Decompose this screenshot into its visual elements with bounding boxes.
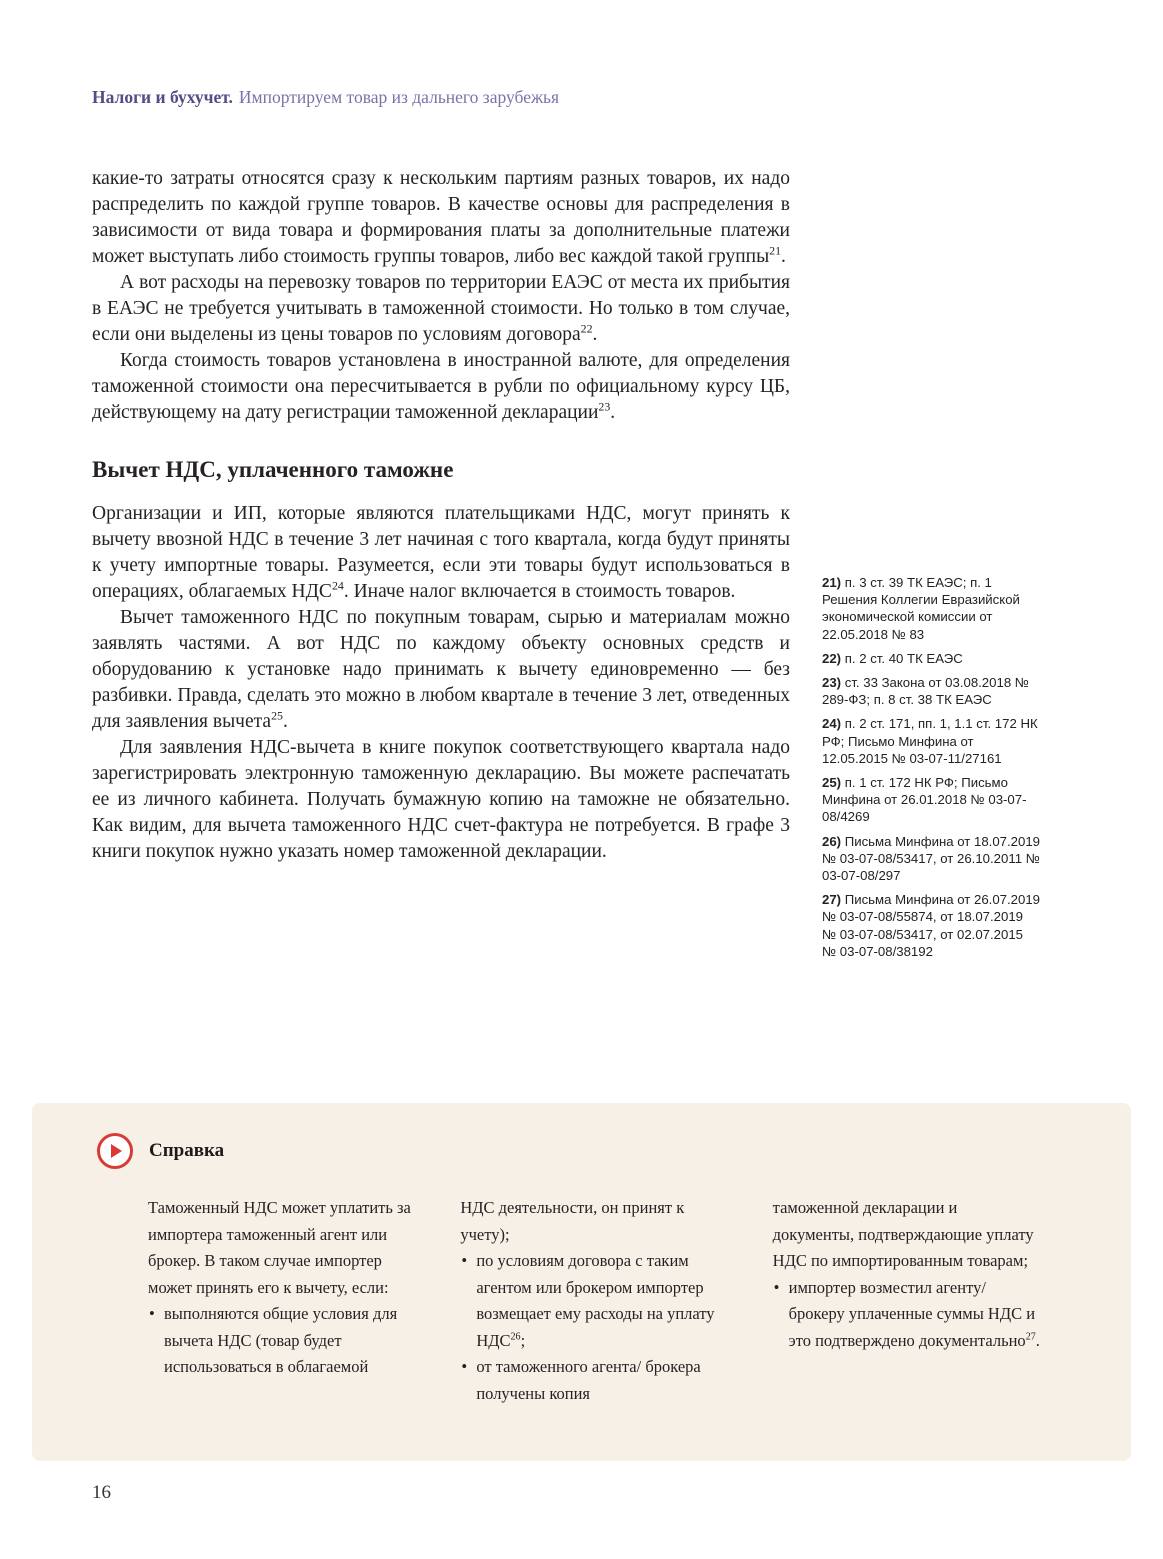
play-icon	[97, 1133, 133, 1169]
article-text-column	[92, 166, 790, 967]
article-topic: Импортируем товар из дальнего зарубежья	[238, 87, 560, 107]
footnote-text: п. 2 ст. 171, пп. 1, 1.1 ст. 172 НК РФ; Письмо Минфина от 12.05.2015 № 03-07-11/27161	[822, 716, 1038, 766]
footnote-number: 26)	[822, 833, 842, 849]
reference-paragraph: НДС деятельности, он принят к учету);	[460, 1198, 685, 1244]
footnote-number: 23)	[822, 675, 842, 691]
page-content	[92, 166, 1040, 967]
reference-bullet-item: • от таможенного агента/ брокера получены копия	[460, 1354, 728, 1407]
magazine-section-title: Налоги и бухучет.	[92, 87, 233, 107]
footnote-number: 24)	[822, 716, 842, 732]
footnote-text: Письма Минфина от 18.07.2019 № 03-07-08/53417, от 26.10.2011 № 03-07-08/297	[822, 833, 1040, 884]
body-paragraph: Вычет таможенного НДС по покупным товарам, сырью и материалам можно заявлять частями. А вот НДС по каждому объекту основных средств и оборудованию к установке надо принимать к вычету единовременно — без разбивки. Правда, сделать это можно в любом квартале в течение 3 лет, отведенных для заявления вычета$^{25}$.	[92, 607, 790, 732]
footnote-text: ст. 33 Закона от 03.08.2018 № 289-ФЗ; п. 8 ст. 38 ТК ЕАЭС	[822, 675, 1029, 708]
page-number: 16	[92, 1482, 111, 1503]
footnote	[822, 674, 1040, 708]
body-paragraph: Для заявления НДС-вычета в книге покупок соответствующего квартала надо зарегистрировать электронную таможенную декларацию. Вы можете распечатать ее из личного кабинета. Получать бумажную копию на таможне не обязательно. Как видим, для вычета таможенного НДС счет-фактура не потребуется. В графе 3 книги покупок нужно указать номер таможенной декларации.	[92, 737, 790, 862]
footnotes-column	[822, 574, 1040, 967]
body-paragraph: какие-то затраты относятся сразу к нескольким партиям разных товаров, их надо распределить по каждой группе товаров. В качестве основы для распределения в зависимости от вида товара и формирования платы за дополнительные платежи может выступать либо стоимость группы товаров, либо вес каждой такой группы$^{21}$.	[92, 168, 790, 267]
reference-box-title: Справка	[149, 1140, 225, 1161]
reference-box-header	[97, 1133, 1041, 1169]
footnote	[822, 715, 1040, 767]
footnote-text: Письма Минфина от 26.07.2019 № 03-07-08/55874, от 18.07.2019 № 03-07-08/53417, от 02.07.2015 № 03-07-08/38192	[822, 892, 1040, 959]
page-header	[92, 86, 559, 108]
footnote	[822, 891, 1040, 960]
reference-column	[148, 1195, 416, 1407]
reference-paragraph: таможенной декларации и документы, подтверждающие уплату НДС по импортированным товарам;	[772, 1198, 1034, 1270]
footnote	[822, 833, 1040, 885]
footnote-text: п. 1 ст. 172 НК РФ; Письмо Минфина от 26.01.2018 № 03-07-08/4269	[822, 775, 1027, 825]
play-triangle-icon	[111, 1144, 122, 1158]
reference-box	[32, 1103, 1131, 1461]
footnote-number: 25)	[822, 775, 842, 791]
body-paragraph: Организации и ИП, которые являются плательщиками НДС, могут принять к вычету ввозной НДС в течение 3 лет начиная с того квартала, когда будут приняты к учету импортные товары. Разумеется, если эти товары будут использоваться в операциях, облагаемых НДС$^{24}$. Иначе налог включается в стоимость товаров.	[92, 503, 790, 602]
reference-columns	[148, 1195, 1041, 1407]
reference-bullet-item: • импортер возместил агенту/ брокеру уплаченные суммы НДС и это подтверждено документально$^{27}$.	[773, 1275, 1041, 1355]
section-heading: Вычет НДС, уплаченного таможне	[92, 457, 454, 482]
reference-column	[460, 1195, 728, 1407]
footnote-text: п. 2 ст. 40 ТК ЕАЭС	[844, 650, 963, 666]
footnote-number: 27)	[822, 892, 842, 908]
reference-bullet-item: • выполняются общие условия для вычета НДС (товар будет использоваться в облагаемой	[148, 1301, 416, 1381]
footnote-number: 22)	[822, 650, 842, 666]
footnote	[822, 774, 1040, 826]
footnote-number: 21)	[822, 575, 842, 590]
footnote	[822, 650, 1040, 667]
footnote	[822, 574, 1040, 643]
body-paragraph: А вот расходы на перевозку товаров по территории ЕАЭС от места их прибытия в ЕАЭС не требуется учитывать в таможенной стоимости. Но только в том случае, если они выделены из цены товаров по условиям договора$^{22}$.	[92, 272, 790, 345]
reference-column	[773, 1195, 1041, 1407]
reference-paragraph: Таможенный НДС может уплатить за импортера таможенный агент или брокер. В таком случае импортер может принять его к вычету, если:	[148, 1198, 411, 1297]
footnote-text: п. 3 ст. 39 ТК ЕАЭС; п. 1 Решения Коллегии Евразийской экономической комиссии от 22.05.2018 № 83	[822, 575, 1020, 642]
body-paragraph: Когда стоимость товаров установлена в иностранной валюте, для определения таможенной стоимости она пересчитывается в рубли по официальному курсу ЦБ, действующему на дату регистрации таможенной декларации$^{23}$.	[92, 350, 790, 423]
reference-bullet-item: • по условиям договора с таким агентом или брокером импортер возмещает ему расходы на уплату НДС$^{26}$;	[460, 1248, 728, 1354]
